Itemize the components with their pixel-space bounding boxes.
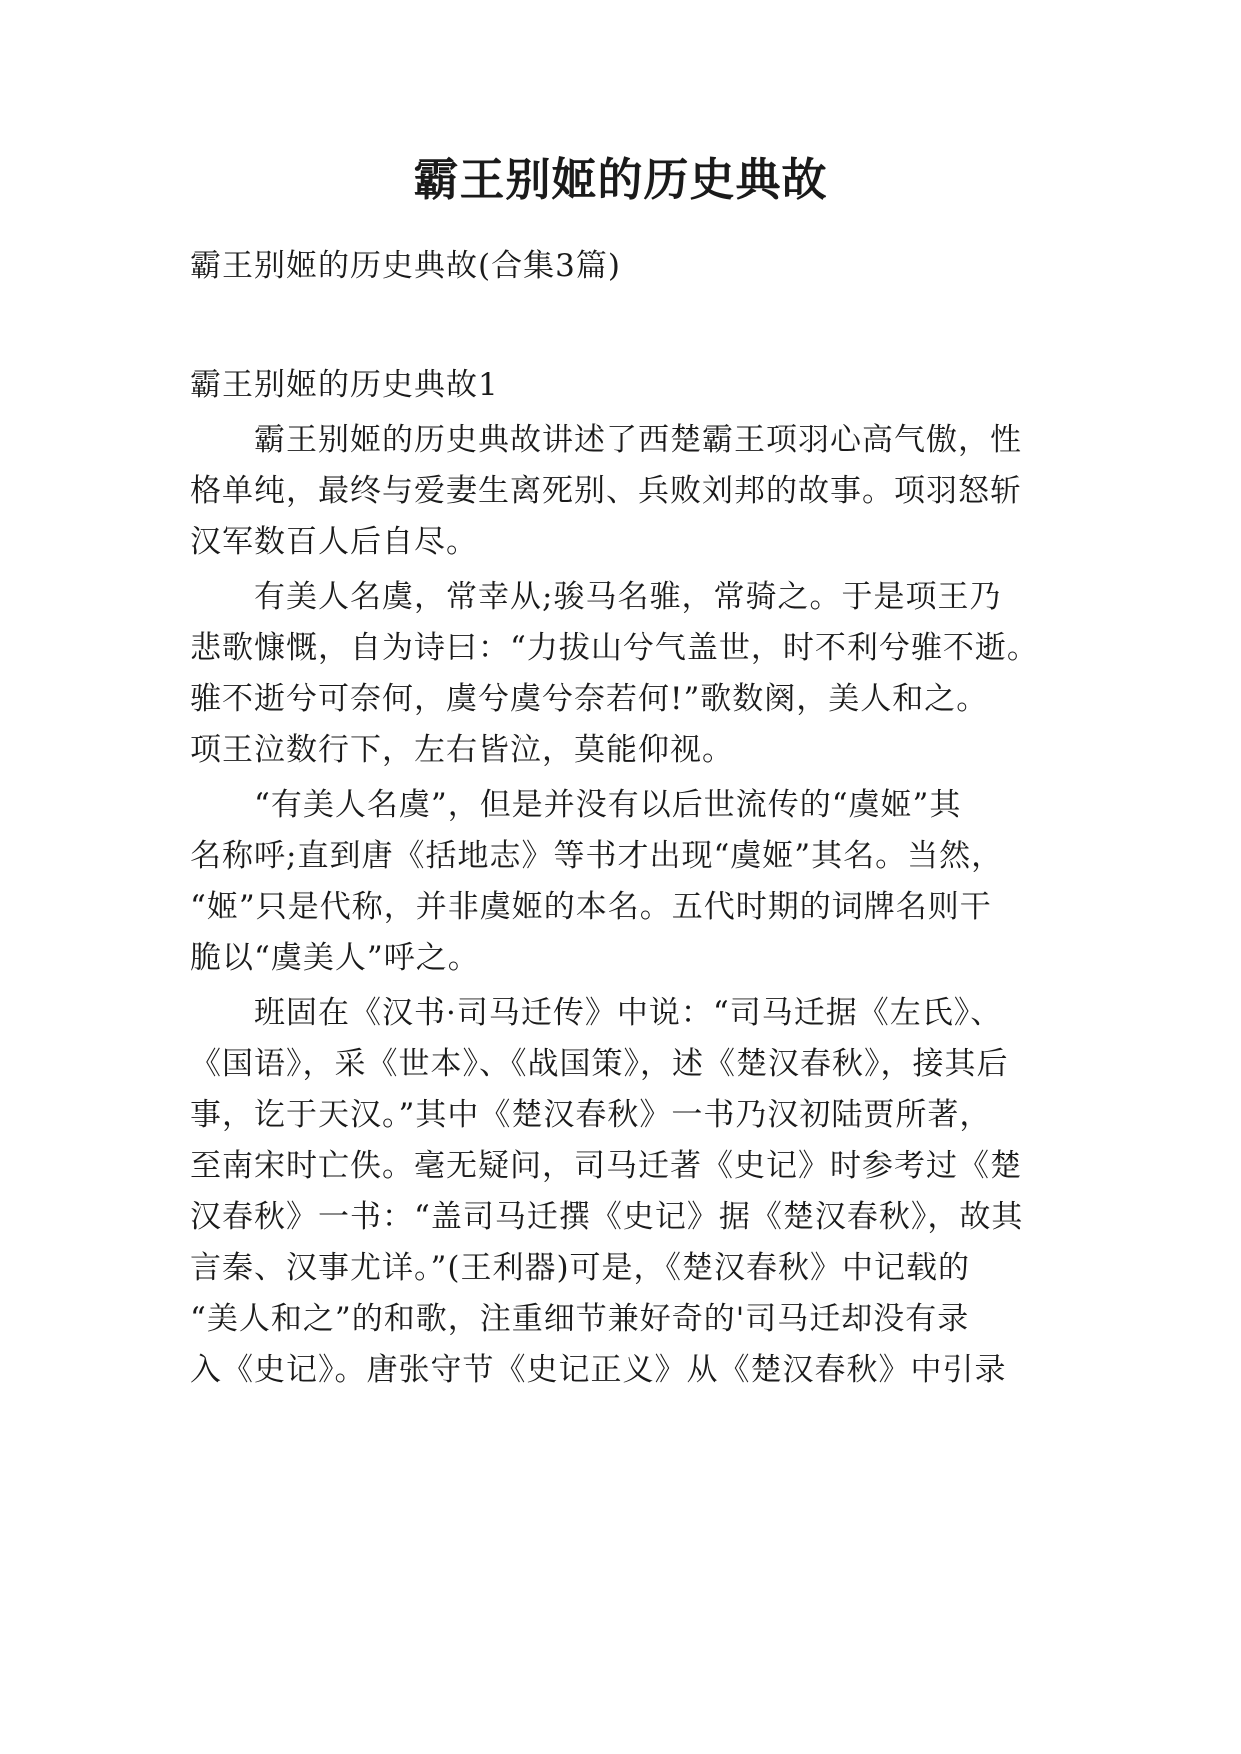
body-line: “有美人名虞”，但是并没有以后世流传的“虞姬”其: [190, 787, 962, 823]
body-line: “美人和之”的和歌，注重细节兼好奇的'司马迁却没有录: [190, 1301, 970, 1337]
body-line: 名称呼;直到唐《括地志》等书才出现“虞姬”其名。当然，: [190, 838, 1004, 874]
body-line: 悲歌慷慨，自为诗曰：“力拔山兮气盖世，时不利兮骓不逝。: [190, 630, 1039, 666]
body-line: 骓不逝兮可奈何，虞兮虞兮奈若何!”歌数阕，美人和之。: [190, 681, 989, 717]
body-line: 有美人名虞，常幸从;骏马名骓，常骑之。于是项王乃: [190, 579, 1002, 615]
body-line: 格单纯，最终与爱妻生离死别、兵败刘邦的故事。项羽怒斩: [190, 473, 1022, 509]
section-heading: 霸王别姬的历史典故1: [190, 367, 499, 403]
body-line: “姬”只是代称，并非虞姬的本名。五代时期的词牌名则干: [190, 889, 992, 925]
body-line: 班固在《汉书·司马迁传》中说：“司马迁据《左氏》、: [190, 995, 1003, 1031]
body-line: 汉军数百人后自尽。: [190, 524, 478, 560]
body-line: 汉春秋》一书：“盖司马迁撰《史记》据《楚汉春秋》，故其: [190, 1199, 1024, 1235]
body-line: 霸王别姬的历史典故讲述了西楚霸王项羽心高气傲，性: [190, 422, 1022, 458]
body-line: 《国语》，采《世本》、《战国策》，述《楚汉春秋》，接其后: [190, 1046, 1009, 1082]
body-line: 入《史记》。唐张守节《史记正义》从《楚汉春秋》中引录: [190, 1352, 1007, 1388]
body-line: 事，讫于天汉。”其中《楚汉春秋》一书乃汉初陆贾所著，: [190, 1097, 992, 1133]
body-line: 脆以“虞美人”呼之。: [190, 940, 480, 976]
body-line: 至南宋时亡佚。毫无疑问，司马迁著《史记》时参考过《楚: [190, 1148, 1022, 1184]
body-line: 项王泣数行下，左右皆泣，莫能仰视。: [190, 732, 734, 768]
body-line: 言秦、汉事尤详。”(王利器)可是，《楚汉春秋》中记载的: [190, 1250, 971, 1286]
document-title: 霸王别姬的历史典故: [413, 153, 828, 206]
document-subtitle: 霸王别姬的历史典故(合集3篇): [190, 248, 621, 284]
